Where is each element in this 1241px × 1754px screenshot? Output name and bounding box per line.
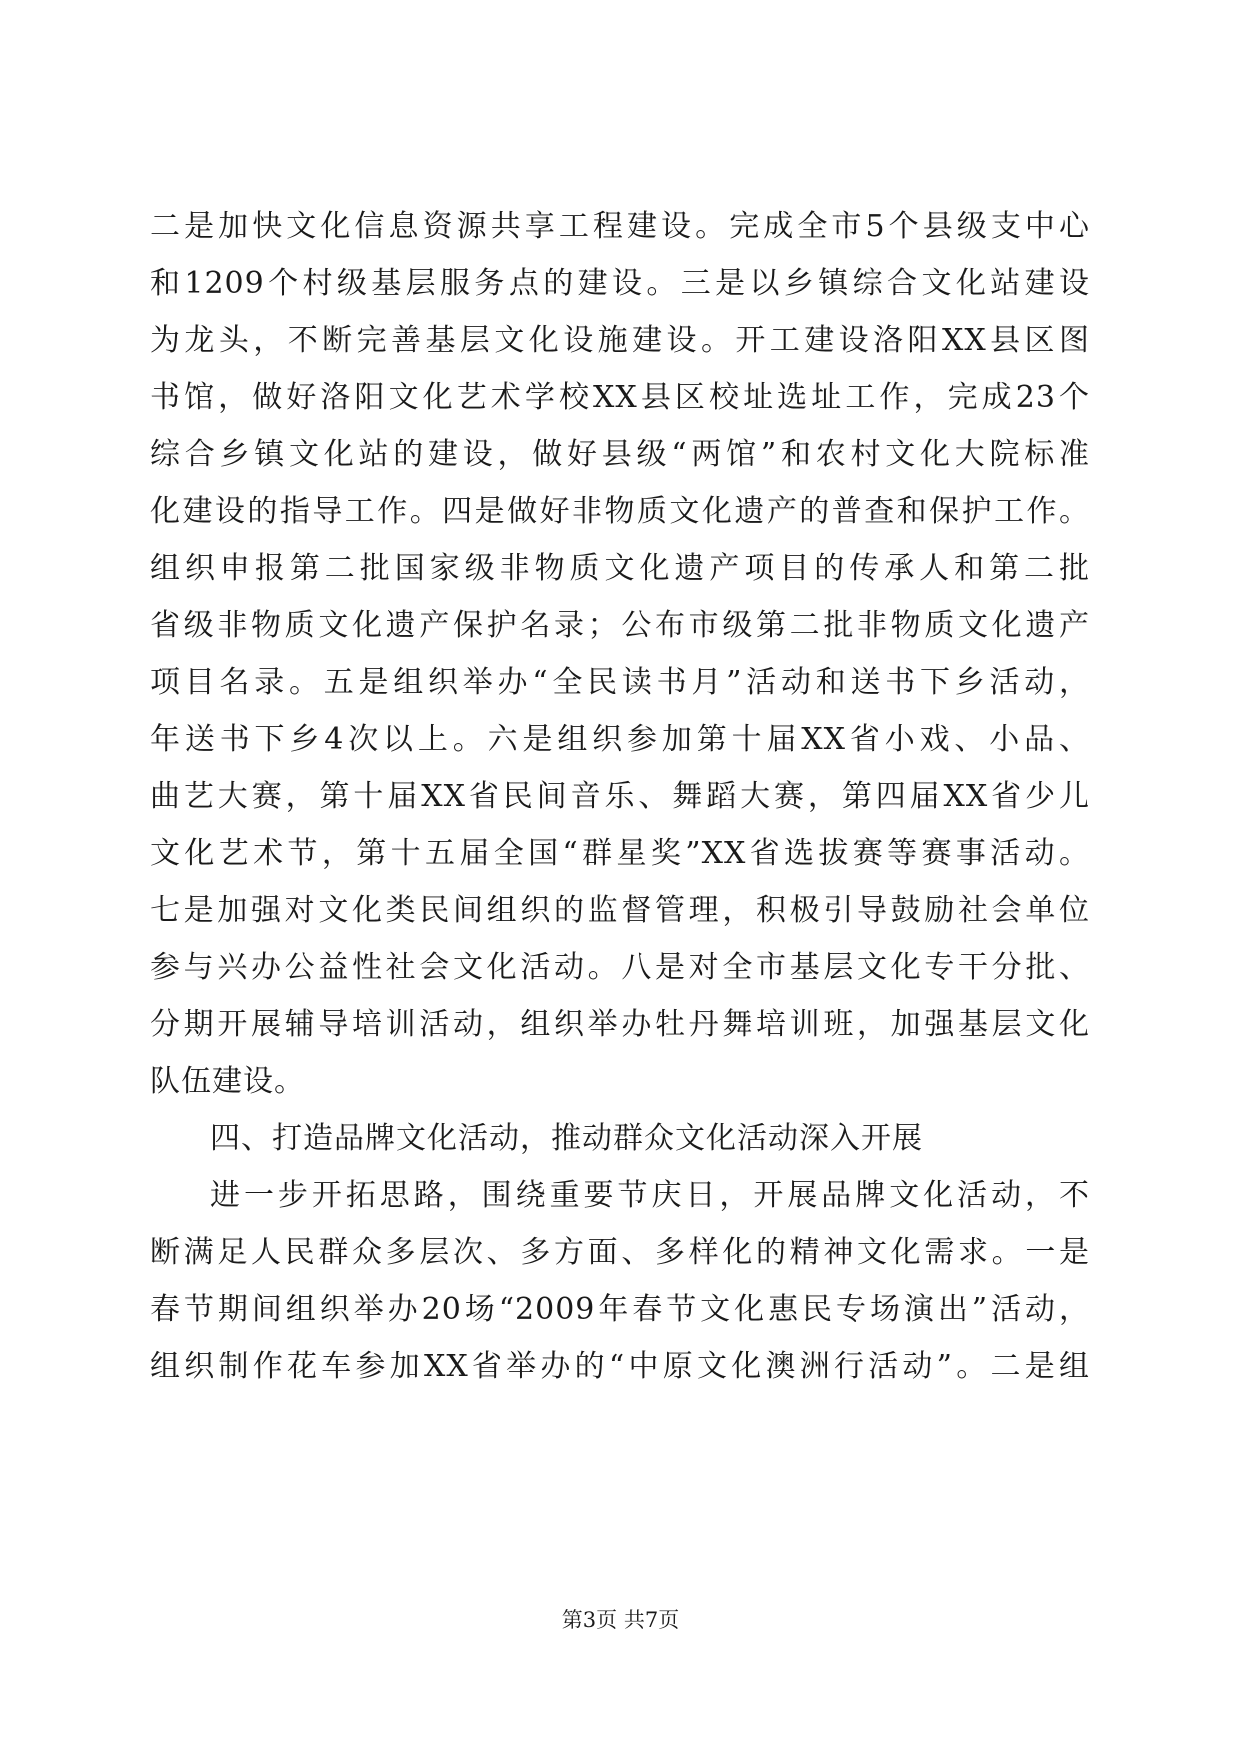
body-text-line: 化建设的指导工作。四是做好非物质文化遗产的普查和保护工作。 <box>150 494 1090 529</box>
body-text-line: 二是加快文化信息资源共享工程建设。完成全市5个县级支中心 <box>150 209 1090 244</box>
body-text-line: 参与兴办公益性社会文化活动。八是对全市基层文化专干分批、 <box>150 950 1090 985</box>
paragraph-first-line: 进一步开拓思路，围绕重要节庆日，开展品牌文化活动，不 <box>210 1178 1090 1213</box>
body-text-line: 省级非物质文化遗产保护名录；公布市级第二批非物质文化遗产 <box>150 608 1090 643</box>
body-text-line: 年送书下乡4次以上。六是组织参加第十届XX省小戏、小品、 <box>150 722 1090 757</box>
section-heading: 四、打造品牌文化活动，推动群众文化活动深入开展 <box>210 1121 923 1156</box>
body-text-line: 和1209个村级基层服务点的建设。三是以乡镇综合文化站建设 <box>150 266 1090 301</box>
body-text-line: 为龙头，不断完善基层文化设施建设。开工建设洛阳XX县区图 <box>150 323 1090 358</box>
body-text-line: 组织申报第二批国家级非物质文化遗产项目的传承人和第二批 <box>150 551 1090 586</box>
body-text-line: 组织制作花车参加XX省举办的“中原文化澳洲行活动”。二是组 <box>150 1349 1090 1384</box>
body-text-line: 春节期间组织举办20场“2009年春节文化惠民专场演出”活动， <box>150 1292 1090 1327</box>
body-text-line: 综合乡镇文化站的建设，做好县级“两馆”和农村文化大院标准 <box>150 437 1090 472</box>
body-text-line: 文化艺术节，第十五届全国“群星奖”XX省选拔赛等赛事活动。 <box>150 836 1090 871</box>
body-text-line: 曲艺大赛，第十届XX省民间音乐、舞蹈大赛，第四届XX省少儿 <box>150 779 1090 814</box>
body-text-line: 分期开展辅导培训活动，组织举办牡丹舞培训班，加强基层文化 <box>150 1007 1090 1042</box>
body-text-line: 队伍建设。 <box>150 1064 305 1099</box>
body-text-line: 项目名录。五是组织举办“全民读书月”活动和送书下乡活动， <box>150 665 1090 700</box>
page-footer: 第3页 共7页 <box>561 1608 680 1632</box>
body-text-line: 七是加强对文化类民间组织的监督管理，积极引导鼓励社会单位 <box>150 893 1090 928</box>
body-text-line: 书馆，做好洛阳文化艺术学校XX县区校址选址工作，完成23个 <box>150 380 1090 415</box>
body-text-line: 断满足人民群众多层次、多方面、多样化的精神文化需求。一是 <box>150 1235 1090 1270</box>
